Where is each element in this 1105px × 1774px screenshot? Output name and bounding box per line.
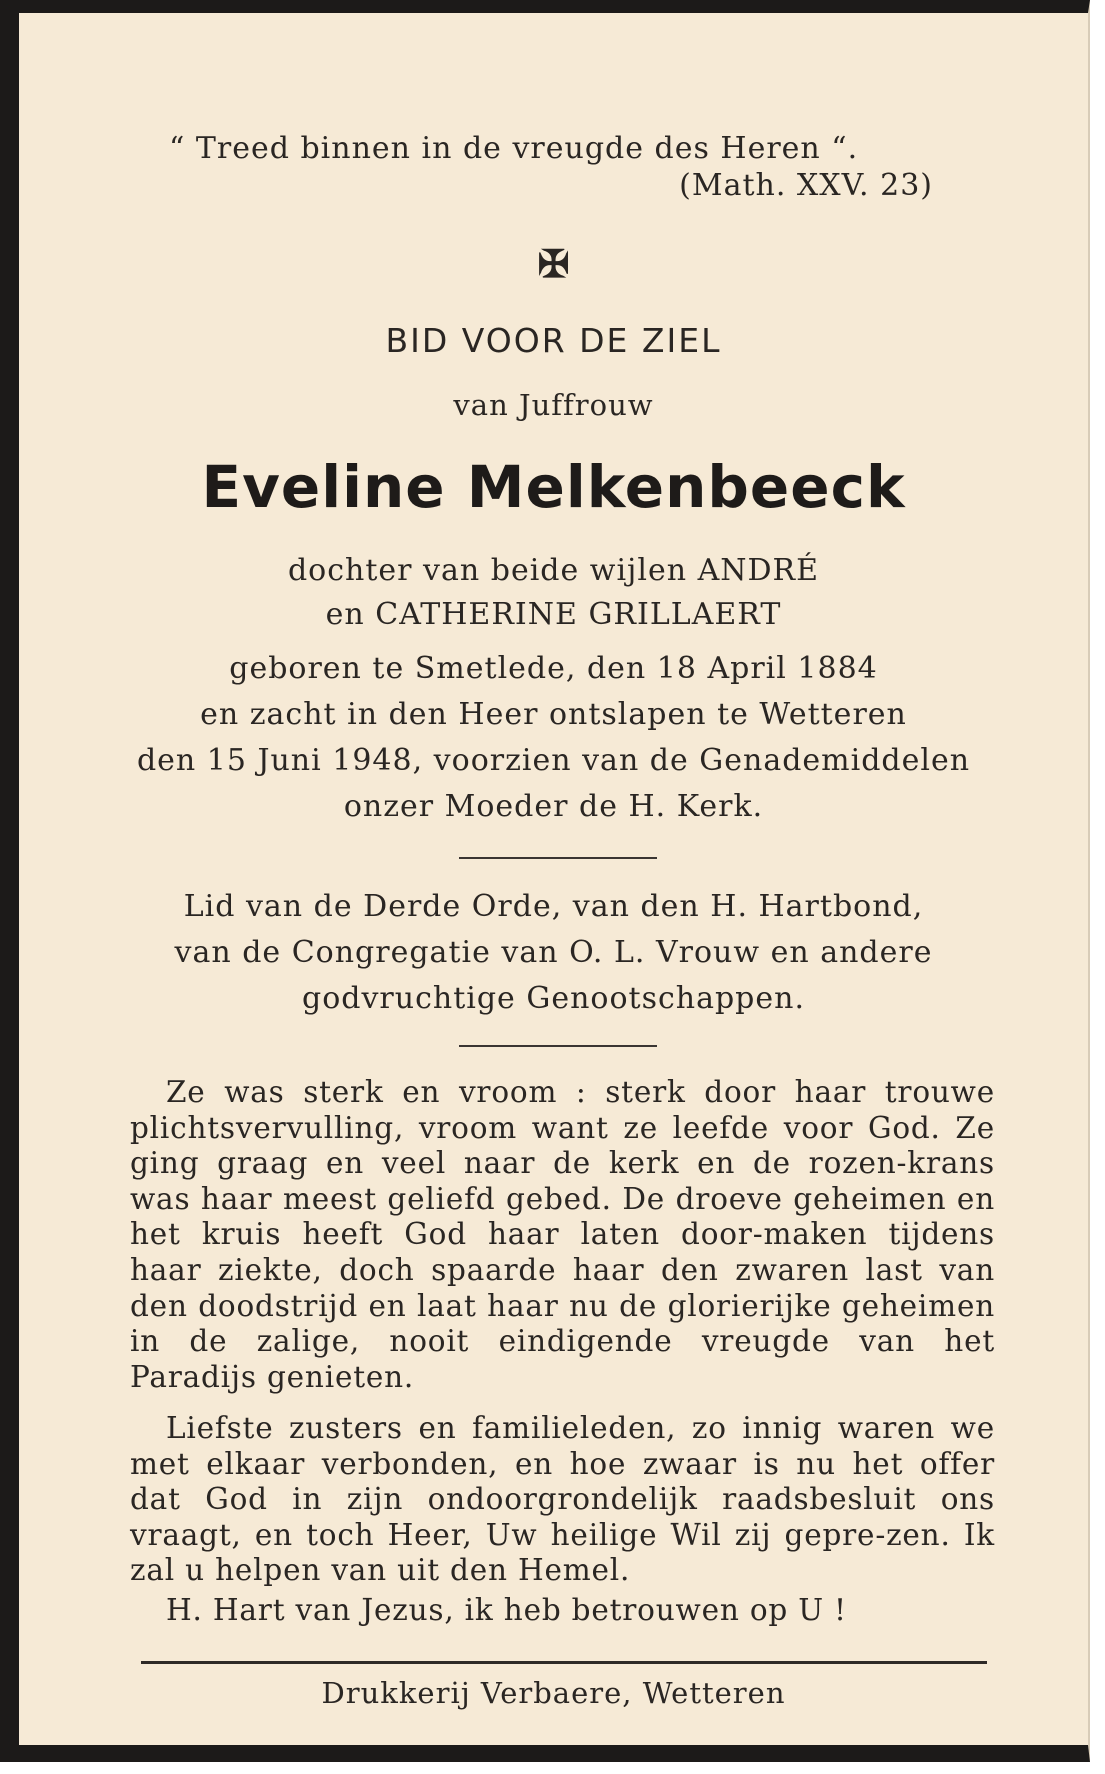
tribute-text-1: Ze was sterk en vroom : sterk door haar trouwe plichtsvervulling, vroom want ze leefde voor God. Ze ging graag en veel naar de kerk en de rozen-krans was haar meest geliefd gebed. De droeve geheimen en het kruis heeft God haar laten door-maken tijdens haar ziekte, doch spaarde haar den zwaren last van den doodstrijd en laat haar nu de glorierijke geheimen in de zalige, nooit eindigende vreugde van het Paradijs genieten. — [130, 1075, 995, 1394]
prayer-heading: BID VOOR DE ZIEL — [385, 321, 722, 360]
tribute-text-2: Liefste zusters en familieleden, zo innig waren we met elkaar verbonden, en hoe zwaar is nu het offer dat God in zijn ondoorgrondelijk raadsbesluit ons vraagt, en toch Heer, Uw heilige Wil zij gepre-zen. Ik zal u helpen van uit den Hemel. — [130, 1411, 995, 1588]
membership-line-3: godvruchtige Genootschappen. — [302, 981, 805, 1016]
divider-2 — [459, 1045, 657, 1047]
membership-line-2: van de Congregatie van O. L. Vrouw en andere — [174, 935, 933, 970]
parents-line-1: dochter van beide wijlen ANDRÉ — [287, 553, 820, 588]
parents-line-2: en CATHERINE GRILLAERT — [325, 597, 782, 632]
bible-reference: (Math. XXV. 23) — [679, 168, 933, 203]
life-line-2: en zacht in den Heer ontslapen te Wetteren — [200, 697, 907, 732]
card-content — [19, 13, 1088, 1745]
membership-line-1: Lid van de Derde Orde, van den H. Hartbond, — [183, 889, 924, 924]
tribute-paragraph-1 — [130, 1075, 995, 1395]
printer-credit: Drukkerij Verbaere, Wetteren — [321, 1676, 786, 1710]
life-line-4: onzer Moeder de H. Kerk. — [343, 789, 764, 824]
life-line-3: den 15 Juni 1948, voorzien van de Genademiddelen — [136, 743, 971, 778]
closing-prayer: H. Hart van Jezus, ik heb betrouwen op U ! — [166, 1593, 847, 1627]
tribute-paragraph-3 — [130, 1593, 995, 1629]
title-of-deceased: van Juffrouw — [453, 388, 654, 422]
tribute-paragraph-2 — [130, 1411, 995, 1589]
deceased-name: Eveline Melkenbeeck — [201, 453, 906, 521]
footer-divider — [141, 1661, 987, 1664]
divider-1 — [459, 857, 657, 859]
cross-icon: ✠ — [537, 241, 570, 286]
life-line-1: geboren te Smetlede, den 18 April 1884 — [229, 651, 878, 686]
bible-quote: “ Treed binnen in de vreugde des Heren “. — [169, 131, 859, 166]
